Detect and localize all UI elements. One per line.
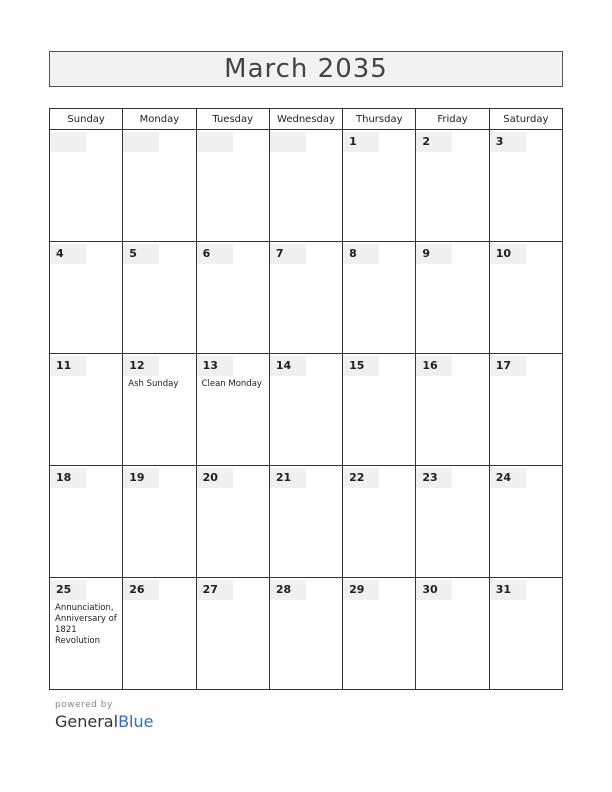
weekday-header: Thursday xyxy=(343,109,416,130)
day-cell xyxy=(123,466,196,578)
week-row xyxy=(50,130,563,242)
day-cell xyxy=(416,578,489,690)
day-number: 18 xyxy=(50,468,86,488)
day-number: 4 xyxy=(50,244,86,264)
holiday-note: Ash Sunday xyxy=(128,379,179,389)
day-number: 20 xyxy=(197,468,233,488)
day-number: 23 xyxy=(416,468,452,488)
day-number: 30 xyxy=(416,580,452,600)
weekday-header: Monday xyxy=(123,109,196,130)
holiday-note: Annunciation, Anniversary of 1821 Revolution xyxy=(55,603,117,646)
day-number xyxy=(123,132,159,152)
calendar-title-box xyxy=(49,51,563,87)
week-row xyxy=(50,242,563,354)
day-cell xyxy=(489,130,562,242)
day-number: 24 xyxy=(490,468,526,488)
weekday-header: Friday xyxy=(416,109,489,130)
weekday-header: Wednesday xyxy=(269,109,342,130)
week-row xyxy=(50,466,563,578)
day-number: 3 xyxy=(490,132,526,152)
day-cell xyxy=(50,242,123,354)
day-number: 21 xyxy=(270,468,306,488)
day-number: 22 xyxy=(343,468,379,488)
day-number: 7 xyxy=(270,244,306,264)
day-cell xyxy=(123,354,196,466)
footer-branding xyxy=(55,700,153,731)
day-number: 15 xyxy=(343,356,379,376)
day-cell xyxy=(196,578,269,690)
day-number: 10 xyxy=(490,244,526,264)
day-cell xyxy=(269,242,342,354)
week-row xyxy=(50,578,563,690)
weekday-header: Saturday xyxy=(489,109,562,130)
day-number: 29 xyxy=(343,580,379,600)
day-number: 31 xyxy=(490,580,526,600)
brand-blue: Blue xyxy=(118,712,154,731)
day-cell xyxy=(343,130,416,242)
powered-by-text: powered by xyxy=(55,700,113,710)
calendar-grid xyxy=(49,108,563,690)
day-number: 5 xyxy=(123,244,159,264)
day-cell xyxy=(416,466,489,578)
holiday-note: Clean Monday xyxy=(201,379,262,389)
day-cell xyxy=(343,578,416,690)
brand-general: General xyxy=(55,712,119,731)
day-cell xyxy=(50,578,123,690)
weekday-header: Tuesday xyxy=(196,109,269,130)
day-number: 26 xyxy=(123,580,159,600)
day-number: 13 xyxy=(197,356,233,376)
day-cell xyxy=(123,130,196,242)
day-number xyxy=(50,132,86,152)
day-number: 16 xyxy=(416,356,452,376)
day-cell xyxy=(123,242,196,354)
day-number: 2 xyxy=(416,132,452,152)
day-cell xyxy=(416,242,489,354)
day-cell xyxy=(416,354,489,466)
day-number: 8 xyxy=(343,244,379,264)
day-cell xyxy=(416,130,489,242)
day-cell xyxy=(269,354,342,466)
day-number: 12 xyxy=(123,356,159,376)
day-number: 25 xyxy=(50,580,86,600)
day-number xyxy=(270,132,306,152)
week-row xyxy=(50,354,563,466)
day-cell xyxy=(50,466,123,578)
day-cell xyxy=(343,242,416,354)
calendar-title: March 2035 xyxy=(224,54,388,84)
day-cell xyxy=(489,354,562,466)
day-cell xyxy=(269,466,342,578)
day-cell xyxy=(269,578,342,690)
day-number: 6 xyxy=(197,244,233,264)
day-cell xyxy=(196,354,269,466)
day-number: 1 xyxy=(343,132,379,152)
day-cell xyxy=(489,242,562,354)
day-cell xyxy=(196,242,269,354)
day-cell xyxy=(50,130,123,242)
weekday-header-row xyxy=(50,109,563,130)
day-number xyxy=(197,132,233,152)
day-cell xyxy=(489,466,562,578)
day-number: 14 xyxy=(270,356,306,376)
day-number: 9 xyxy=(416,244,452,264)
day-cell xyxy=(489,578,562,690)
brand-logo xyxy=(55,712,153,731)
day-number: 11 xyxy=(50,356,86,376)
day-cell xyxy=(269,130,342,242)
weekday-header: Sunday xyxy=(50,109,123,130)
day-cell xyxy=(343,466,416,578)
day-cell xyxy=(196,130,269,242)
day-number: 27 xyxy=(197,580,233,600)
day-cell xyxy=(343,354,416,466)
day-cell xyxy=(196,466,269,578)
day-cell xyxy=(50,354,123,466)
day-number: 28 xyxy=(270,580,306,600)
day-number: 19 xyxy=(123,468,159,488)
day-cell xyxy=(123,578,196,690)
day-number: 17 xyxy=(490,356,526,376)
